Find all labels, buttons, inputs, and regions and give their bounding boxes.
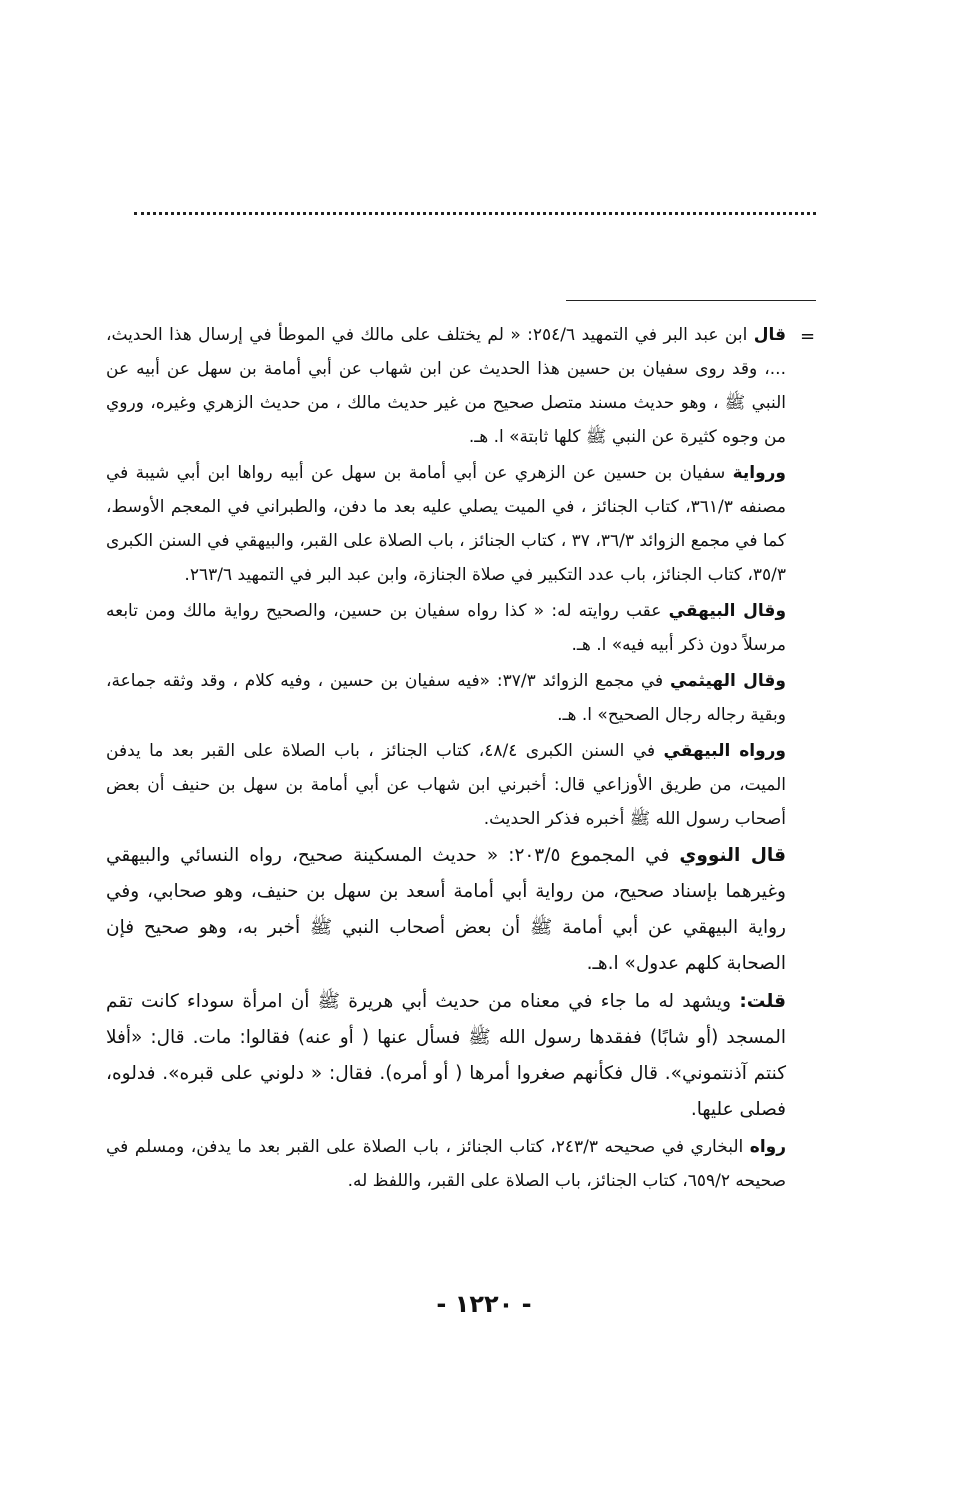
dotted-separator: [134, 212, 816, 215]
paragraph-lead: وقال الهيثمي: [669, 671, 786, 691]
footnote-continuation-marker: =: [800, 326, 816, 347]
footnote-paragraph: [106, 594, 786, 662]
footnote-paragraph: [106, 456, 786, 592]
footnote-paragraph: [106, 1130, 786, 1198]
footnote-separator: [566, 300, 816, 301]
page-number: - ١٢٢٠ -: [436, 1290, 532, 1318]
footnote-block: [106, 318, 786, 1200]
paragraph-text: عقب روايته له: « كذا رواه سفيان بن حسين، والصحيح رواية مالك ومن تابعه مرسلاً دون ذكر أبيه فيه» ا. هـ.: [106, 601, 786, 655]
paragraph-text: ويشهد له ما جاء في معناه من حديث أبي هريرة ﷺ أن امرأة سوداء كانت تقم المسجد (أو شابًا) ففقدها رسول الله ﷺ فسأل عنها ( أو عنه) فقالوا: مات. قال: «أفلا كنتم آذنتموني». قال فكأنهم صغروا أمرها ( أو أمره). فقال: « دلوني على قبره». فدلوه، فصلى عليها.: [106, 991, 786, 1120]
footnote-paragraph: [106, 664, 786, 732]
paragraph-lead: قال: [753, 325, 786, 345]
footnote-paragraph: [106, 734, 786, 836]
paragraph-lead: قال النووي: [679, 845, 786, 866]
paragraph-lead: رواه: [749, 1137, 787, 1157]
paragraph-lead: ورواه البيهقي: [663, 741, 787, 761]
paragraph-lead: وقال البيهقي: [668, 601, 787, 621]
paragraph-text: في السنن الكبرى ٤٨/٤، كتاب الجنائز ، باب الصلاة على القبر بعد ما يدفن الميت، من طريق الأوزاعي قال: أخبرني ابن شهاب عن أبي أمامة بن سهل بن حنيف أن بعض أصحاب رسول الله ﷺ أخبره فذكر الحديث.: [106, 741, 786, 829]
paragraph-lead: قلت:: [739, 991, 786, 1012]
footnote-paragraph: [106, 838, 786, 982]
footnote-paragraph: [106, 318, 786, 454]
paragraph-text: سفيان بن حسين عن الزهري عن أبي أمامة بن سهل عن أبيه رواها ابن أبي شيبة في مصنفه ٣٦١/٣، كتاب الجنائز ، في الميت يصلي عليه بعد ما دفن، والطبراني في المعجم الأوسط، كما في مجمع الزوائد ٣٦/٣، ٣٧ ، كتاب الجنائز ، باب الصلاة على القبر، والبيهقي في السنن الكبرى ٣٥/٣، كتاب الجنائز، باب عدد التكبير في صلاة الجنازة، وابن عبد البر في التمهيد ٢٦٣/٦.: [106, 463, 787, 585]
paragraph-lead: ورواية: [732, 463, 787, 483]
paragraph-text: في المجموع ٢٠٣/٥: « حديث المسكينة صحيح، رواه النسائي والبيهقي وغيرهما بإسناد صحيح، من رواية أبي أمامة أسعد بن سهل بن حنيف، وهو صحابي، وفي رواية البيهقي عن أبي أمامة ﷺ أن بعض أصحاب النبي ﷺ أخبر به، وهو صحيح فإن الصحابة كلهم عدول» ا.هـ.: [106, 845, 786, 974]
paragraph-text: في مجمع الزوائد ٣٧/٣: «فيه سفيان بن حسين ، وفيه كلام ، وقد وثقه جماعة، وبقية رجاله رجال الصحيح» ا. هـ.: [106, 671, 786, 725]
paragraph-text: البخاري في صحيحه ٢٤٣/٣، كتاب الجنائز ، باب الصلاة على القبر بعد ما يدفن، ومسلم في صحيحه ٦٥٩/٢، كتاب الجنائز، باب الصلاة على القبر، واللفظ له.: [106, 1137, 786, 1191]
footnote-paragraph: [106, 984, 786, 1128]
paragraph-text: ابن عبد البر في التمهيد ٢٥٤/٦: « لم يختلف على مالك في الموطأ في إرسال هذا الحديث، ...، وقد روى سفيان بن حسين هذا الحديث عن ابن شهاب عن أبي أمامة بن سهل عن أبيه عن النبي ﷺ ، وهو حديث مسند متصل صحيح من غير حديث مالك ، من حديث الزهري وغيره، وروي من وجوه كثيرة عن النبي ﷺ كلها ثابتة» ا. هـ.: [106, 325, 786, 447]
